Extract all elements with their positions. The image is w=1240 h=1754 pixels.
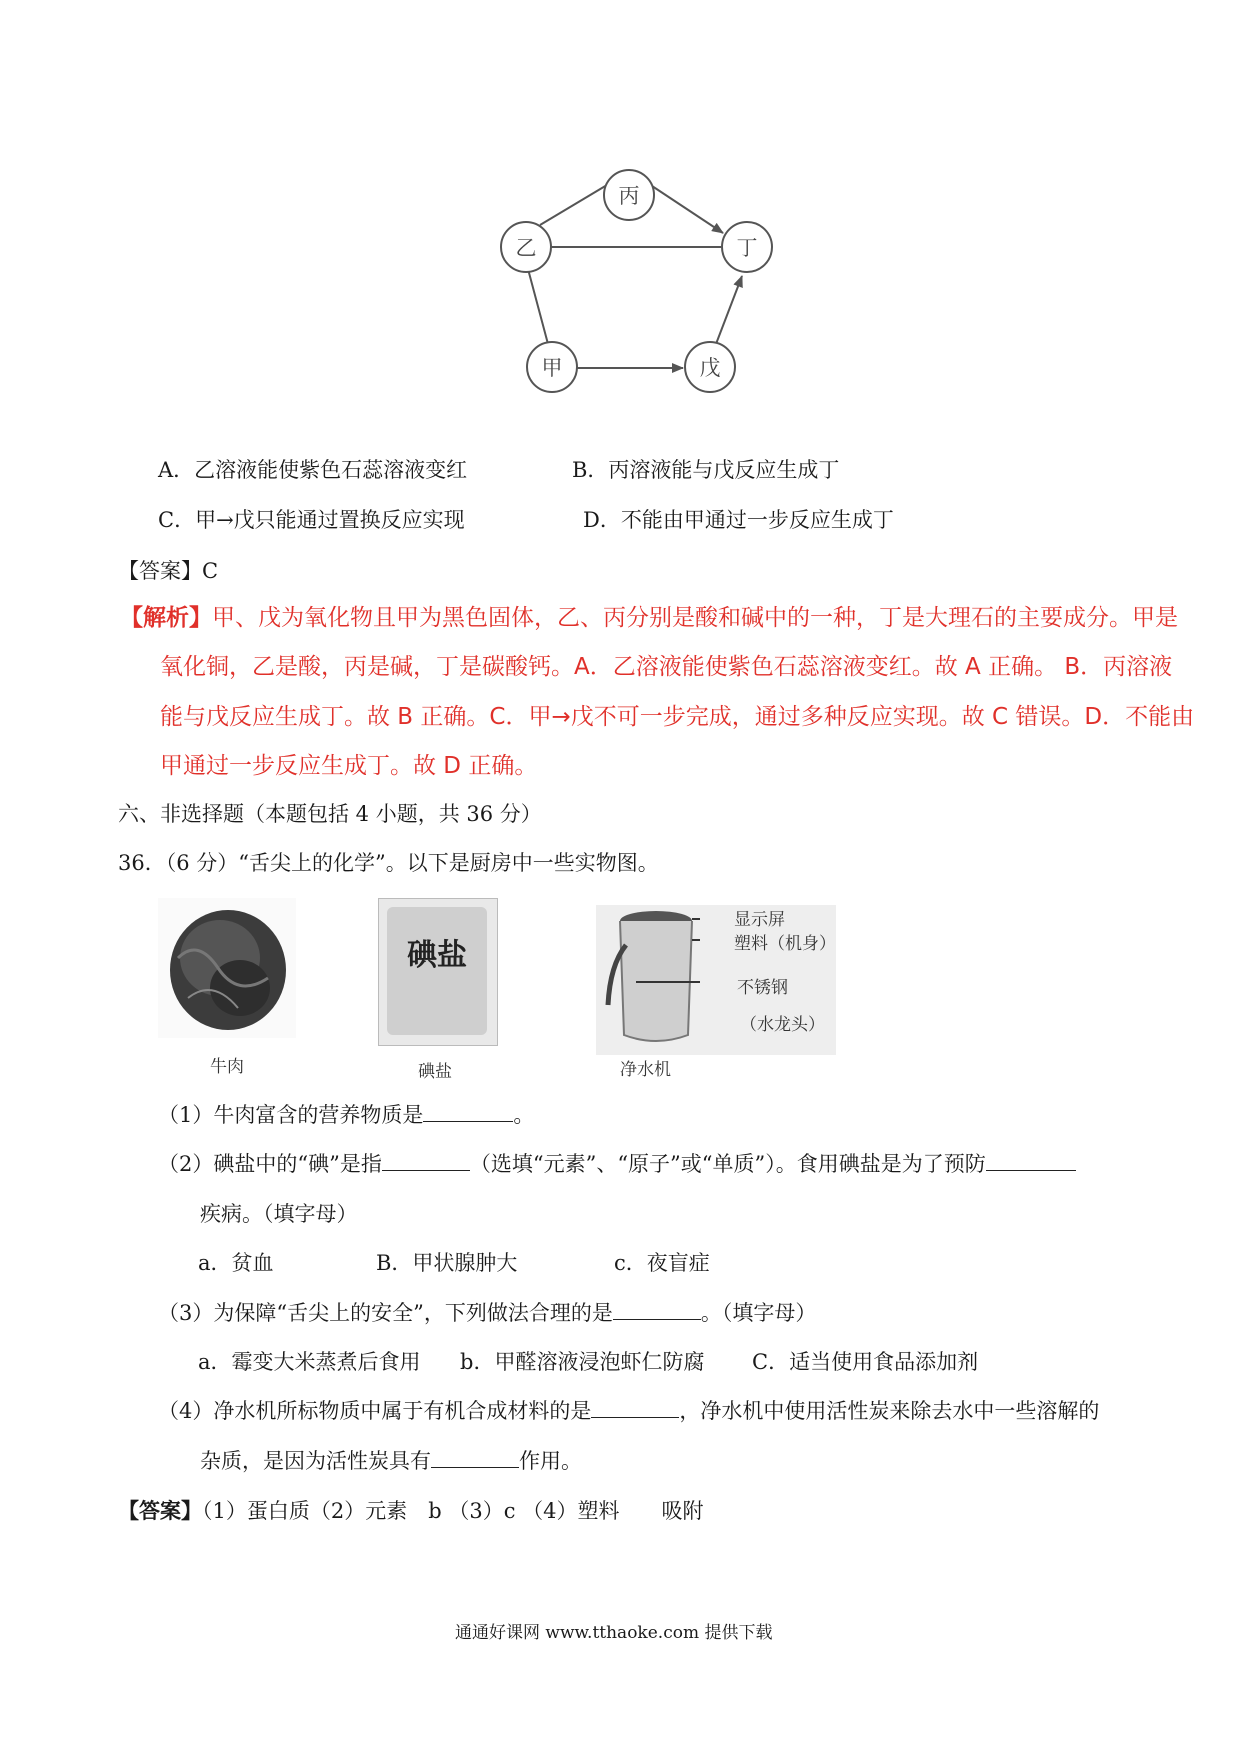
purifier-label-plastic: 塑料（机身） <box>734 934 836 954</box>
answer-q35 <box>118 557 218 585</box>
blank-3 <box>613 1299 701 1320</box>
answer-value: C <box>202 559 219 583</box>
beef-icon <box>158 898 296 1038</box>
purifier-label-steel: 不锈钢 <box>737 978 788 998</box>
q36-part4: （4）净水机所标物质中属于有机合成材料的是 ，净水机中使用活性炭来除去水中一些溶解的 <box>158 1399 1100 1423</box>
analysis-line-4: 甲通过一步反应生成丁。故 D 正确。 <box>160 753 538 779</box>
analysis-line-2: 氧化铜，乙是酸，丙是碱，丁是碳酸钙。A．乙溶液能使紫色石蕊溶液变红。故 A 正确。 B．丙溶液 <box>160 654 1173 680</box>
option-b: B．丙溶液能与戊反应生成丁 <box>572 458 840 482</box>
analysis-line-3: 能与戊反应生成丁。故 B 正确。C．甲→戊不可一步完成，通过多种反应实现。故 C 错误。D．不能由 <box>160 704 1195 730</box>
salt-pack-text: 碘盐 <box>407 938 467 973</box>
q36-part3-opt-c: C．适当使用食品添加剂 <box>752 1350 979 1374</box>
analysis-label: 【解析】 <box>120 605 212 631</box>
edge-yi-bing <box>540 182 612 225</box>
q36-part3: （3）为保障“舌尖上的安全”，下列做法合理的是 。（填字母） <box>158 1301 817 1325</box>
blank-2a <box>382 1150 470 1171</box>
edge-wu-ding <box>716 276 742 344</box>
q36-part2-opt-b: B．甲状腺肿大 <box>376 1251 518 1275</box>
answer-q36 <box>118 1497 704 1525</box>
option-d: D．不能由甲通过一步反应生成丁 <box>583 508 894 532</box>
section-heading: 六、非选择题（本题包括 4 小题，共 36 分） <box>118 802 542 826</box>
answer-value: （1）蛋白质（2）元素 b （3）c （4）塑料 吸附 <box>202 1499 704 1523</box>
beef-caption: 牛肉 <box>210 1057 244 1077</box>
q36-stem: 36．（6 分）“舌尖上的化学”。以下是厨房中一些实物图。 <box>118 851 659 875</box>
q36-part2-line2: 疾病。（填字母） <box>200 1202 358 1226</box>
node-bing <box>604 170 654 220</box>
answer-label: 【答案】 <box>118 1498 202 1523</box>
q36-part3-opt-b: b．甲醛溶液浸泡虾仁防腐 <box>460 1350 705 1374</box>
svg-text:戊: 戊 <box>699 356 721 380</box>
beef-photo <box>158 898 296 1038</box>
node-ding <box>722 222 772 272</box>
svg-text:乙: 乙 <box>515 236 537 260</box>
q36-part2: （2）碘盐中的“碘”是指 （选填“元素”、“原子”或“单质”）。食用碘盐是为了预防 <box>158 1150 1076 1178</box>
node-wu <box>685 342 735 392</box>
salt-photo <box>378 898 498 1046</box>
svg-text:甲: 甲 <box>541 356 563 380</box>
option-a: A．乙溶液能使紫色石蕊溶液变红 <box>158 458 468 482</box>
blank-4a <box>591 1397 679 1418</box>
node-yi <box>501 222 551 272</box>
purifier-label-tap: （水龙头） <box>740 1015 825 1035</box>
reaction-diagram <box>480 160 800 460</box>
answer-label: 【答案】 <box>118 559 202 583</box>
purifier-caption: 净水机 <box>620 1060 671 1080</box>
svg-text:丁: 丁 <box>736 236 758 260</box>
svg-text:丙: 丙 <box>618 184 640 208</box>
edge-bing-ding <box>646 182 723 233</box>
blank-2b <box>986 1150 1076 1171</box>
edge-yi-jia <box>528 269 548 344</box>
q36-part2-opt-a: a．贫血 <box>198 1251 274 1275</box>
q36-part3-opt-a: a．霉变大米蒸煮后食用 <box>198 1350 421 1374</box>
analysis-line-1: 【解析】甲、戊为氧化物且甲为黑色固体，乙、丙分别是酸和碱中的一种，丁是大理石的主要成分。甲是 <box>120 605 1178 631</box>
salt-caption: 碘盐 <box>418 1062 452 1082</box>
q36-part1: （1）牛肉富含的营养物质是 。 <box>158 1103 535 1127</box>
node-jia <box>527 342 577 392</box>
page-footer: 通通好课网 www.tthaoke.com 提供下载 <box>455 1623 773 1643</box>
blank-1 <box>423 1101 513 1122</box>
blank-4b <box>431 1447 519 1468</box>
option-c: C．甲→戊只能通过置换反应实现 <box>158 508 465 532</box>
purifier-label-screen: 显示屏 <box>734 910 785 930</box>
q36-part2-opt-c: c．夜盲症 <box>614 1251 710 1275</box>
q36-part4-line2: 杂质，是因为活性炭具有 作用。 <box>200 1449 582 1473</box>
